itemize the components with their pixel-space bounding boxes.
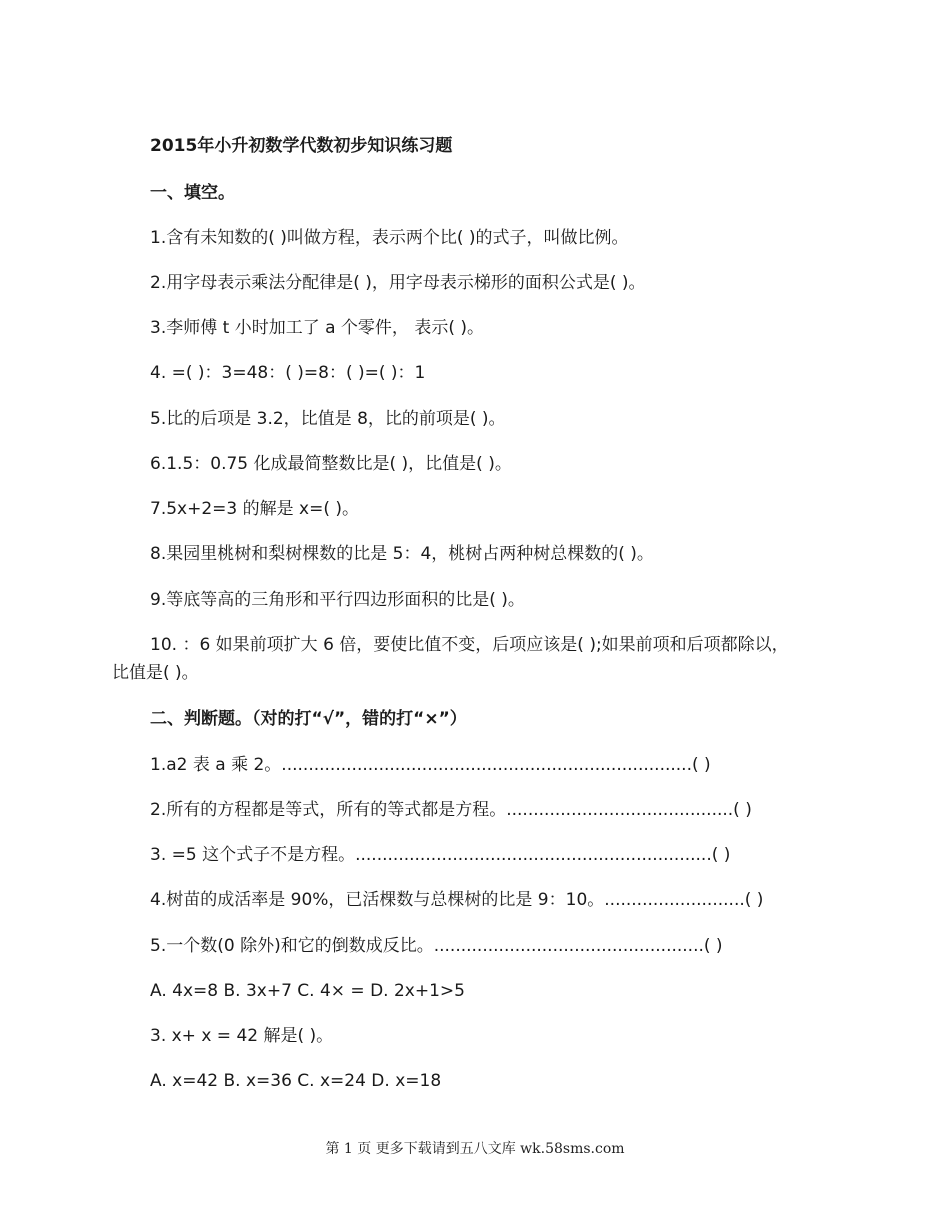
- fill-item-6: 6.1.5：0.75 化成最简整数比是( )，比值是( )。: [150, 454, 512, 474]
- choice-question-3: 3. x+ x = 42 解是( )。: [150, 1026, 334, 1046]
- judge-item-2: 2.所有的方程都是等式，所有的等式都是方程。..........................................( ): [150, 800, 752, 820]
- choice-options-1: A. 4x=8 B. 3x+7 C. 4× = D. 2x+1>5: [150, 981, 465, 1001]
- fill-item-3: 3.李师傅 t 小时加工了 a 个零件， 表示( )。: [150, 318, 484, 338]
- fill-item-2: 2.用字母表示乘法分配律是( )，用字母表示梯形的面积公式是( )。: [150, 273, 646, 293]
- judge-item-5: 5.一个数(0 除外)和它的倒数成反比。..................................................( ): [150, 936, 723, 956]
- fill-item-7: 7.5x+2=3 的解是 x=( )。: [150, 499, 359, 519]
- fill-item-10-cont: 比值是( )。: [112, 663, 199, 683]
- choice-options-3: A. x=42 B. x=36 C. x=24 D. x=18: [150, 1071, 442, 1091]
- section1-heading: 一、填空。: [150, 183, 235, 203]
- section2-heading: 二、判断题。（对的打“√”，错的打“×”）: [150, 709, 467, 729]
- fill-item-8: 8.果园里桃树和梨树棵数的比是 5：4，桃树占两种树总棵数的( )。: [150, 544, 654, 564]
- page-title: 2015年小升初数学代数初步知识练习题: [150, 136, 453, 156]
- fill-item-10: 10. ：6 如果前项扩大 6 倍，要使比值不变，后项应该是( );如果前项和后项都除以，: [150, 635, 789, 655]
- page-footer: 第 1 页 更多下载请到五八文库 wk.58sms.com: [325, 1141, 625, 1157]
- judge-item-3: 3. =5 这个式子不是方程。..................................................................( ): [150, 845, 731, 865]
- fill-item-5: 5.比的后项是 3.2，比值是 8，比的前项是( )。: [150, 409, 506, 429]
- judge-item-1: 1.a2 表 a 乘 2。............................................................................( ): [150, 755, 711, 775]
- fill-item-9: 9.等底等高的三角形和平行四边形面积的比是( )。: [150, 590, 525, 610]
- judge-item-4: 4.树苗的成活率是 90%，已活棵数与总棵树的比是 9：10。..........................( ): [150, 890, 764, 910]
- fill-item-4: 4. =( )：3=48：( )=8：( )=( )：1: [150, 363, 426, 383]
- fill-item-1: 1.含有未知数的( )叫做方程，表示两个比( )的式子，叫做比例。: [150, 228, 629, 248]
